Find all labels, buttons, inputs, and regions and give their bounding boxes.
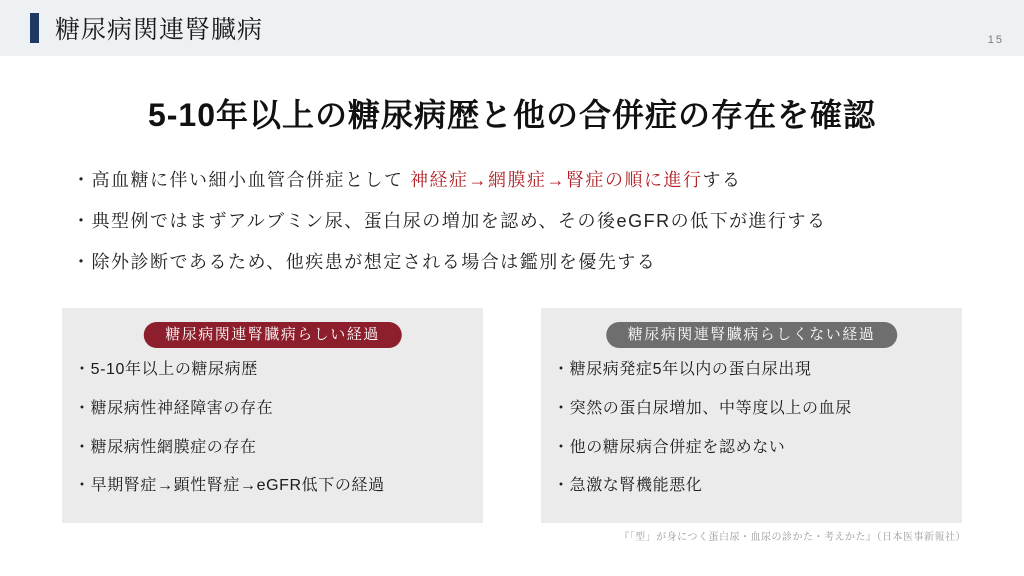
panel-title-pill: 糖尿病関連腎臓病らしくない経過 [606,322,898,348]
list-item: ・他の糖尿病合併症を認めない [553,438,786,456]
bullet-text-prefix: ・典型例ではまずアルブミン尿、蛋白尿の増加を認め、その後eGFRの低下が進行する [72,211,827,232]
list-item: ・突然の蛋白尿増加、中等度以上の血尿 [553,399,852,417]
bullet-item [72,250,972,275]
source-footnote: 『「型」が身につく蛋白尿・血尿の診かた・考えかた』（日本医事新報社） [619,532,966,543]
page-number: 15 [987,34,1004,46]
page-title: 5-10年以上の糖尿病歴と他の合併症の存在を確認 [147,97,877,133]
bullet-item [72,168,972,193]
bullet-list [72,168,972,292]
bullet-text-prefix: ・除外診断であるため、他疾患が想定される場合は鑑別を優先する [72,252,657,273]
bullet-text-highlight: 神経症→網膜症→腎症の順に進行 [410,170,703,190]
list-item: ・糖尿病発症5年以内の蛋白尿出現 [553,361,812,378]
list-item: ・早期腎症→顕性腎症→eGFR低下の経過 [74,477,385,495]
list-item: ・糖尿病性網膜症の存在 [74,438,257,456]
list-item: ・糖尿病性神経障害の存在 [74,399,274,417]
slide-header [0,0,1024,56]
panel-typical-course [62,308,483,523]
bullet-text-suffix: する [702,170,742,190]
panel-item-list [74,360,473,515]
panel-title-pill: 糖尿病関連腎臓病らしい経過 [143,322,402,348]
bullet-text-prefix: ・高血糖に伴い細小血管合併症として [72,170,410,190]
list-item: ・5-10年以上の糖尿病歴 [74,361,258,378]
panel-item-list [553,360,952,515]
bullet-item [72,209,972,234]
header-title: 糖尿病関連腎臓病 [55,16,264,44]
header-accent-bar [30,13,39,43]
panel-atypical-course [541,308,962,523]
list-item: ・急激な腎機能悪化 [553,477,703,495]
